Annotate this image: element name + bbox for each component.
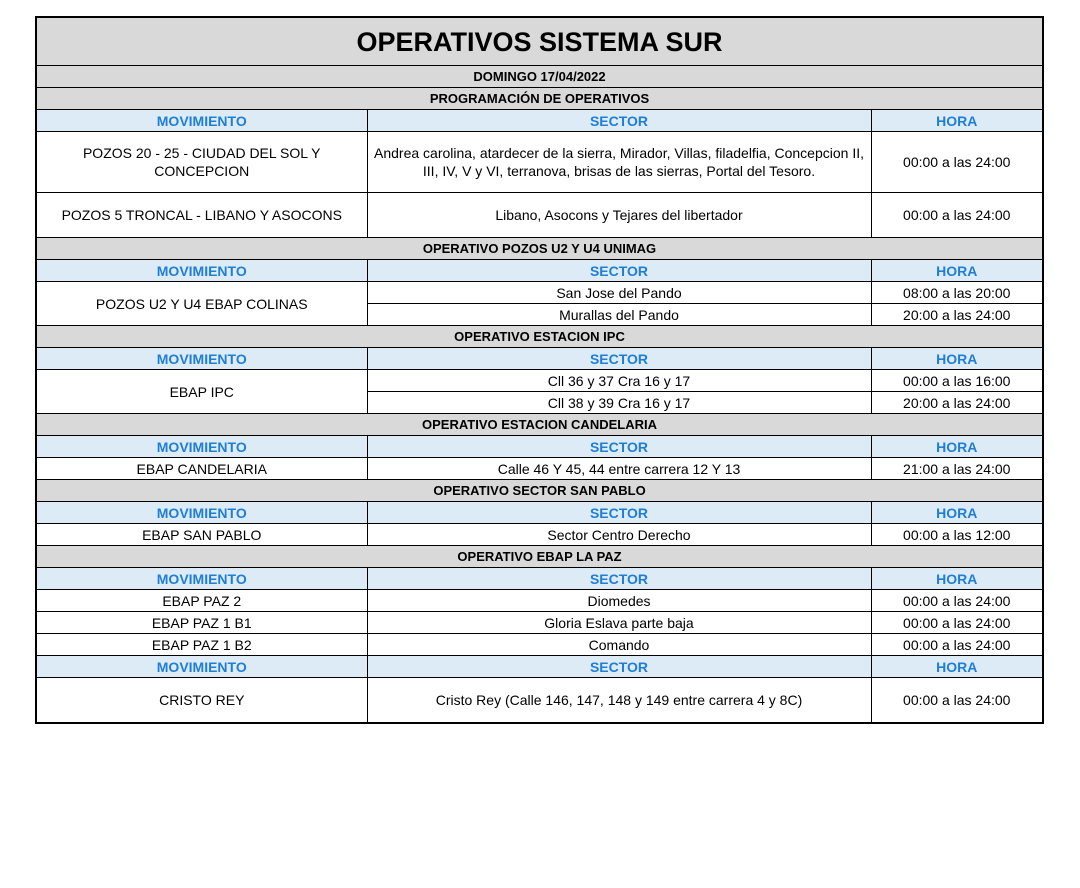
movimiento-cell: POZOS 5 TRONCAL - LIBANO Y ASOCONS (36, 193, 367, 238)
section-title: OPERATIVO ESTACION IPC (36, 326, 1043, 348)
header-movimiento: MOVIMIENTO (36, 436, 367, 458)
table-row (36, 678, 1043, 724)
movimiento-cell: CRISTO REY (36, 678, 367, 724)
header-movimiento: MOVIMIENTO (36, 110, 367, 132)
hora-cell: 00:00 a las 16:00 (871, 370, 1043, 392)
sector-cell: Cristo Rey (Calle 146, 147, 148 y 149 entre carrera 4 y 8C) (367, 678, 871, 724)
header-hora: HORA (871, 436, 1043, 458)
table-row (36, 524, 1043, 546)
hora-cell: 00:00 a las 24:00 (871, 612, 1043, 634)
header-hora: HORA (871, 656, 1043, 678)
sheet-title: OPERATIVOS SISTEMA SUR (36, 17, 1043, 66)
header-sector: SECTOR (367, 110, 871, 132)
sector-cell: Cll 38 y 39 Cra 16 y 17 (367, 392, 871, 414)
table-row (36, 634, 1043, 656)
header-hora: HORA (871, 502, 1043, 524)
header-sector: SECTOR (367, 502, 871, 524)
header-sector: SECTOR (367, 348, 871, 370)
movimiento-cell: EBAP PAZ 2 (36, 590, 367, 612)
header-movimiento: MOVIMIENTO (36, 260, 367, 282)
header-movimiento: MOVIMIENTO (36, 568, 367, 590)
table-row (36, 282, 1043, 304)
section-title: OPERATIVO ESTACION CANDELARIA (36, 414, 1043, 436)
header-sector: SECTOR (367, 260, 871, 282)
section-title: OPERATIVO EBAP LA PAZ (36, 546, 1043, 568)
header-sector: SECTOR (367, 436, 871, 458)
table-row (36, 590, 1043, 612)
movimiento-cell: EBAP PAZ 1 B1 (36, 612, 367, 634)
movimiento-cell: EBAP CANDELARIA (36, 458, 367, 480)
hora-cell: 00:00 a las 24:00 (871, 193, 1043, 238)
movimiento-cell: EBAP IPC (36, 370, 367, 414)
hora-cell: 00:00 a las 24:00 (871, 590, 1043, 612)
header-sector: SECTOR (367, 656, 871, 678)
header-sector: SECTOR (367, 568, 871, 590)
operativos-sheet (35, 16, 1042, 724)
sector-cell: Andrea carolina, atardecer de la sierra, Mirador, Villas, filadelfia, Concepcion II, III, IV, V y VI, terranova, brisas de las sierras, Portal del Tesoro. (367, 132, 871, 193)
header-hora: HORA (871, 110, 1043, 132)
sector-cell: San Jose del Pando (367, 282, 871, 304)
movimiento-cell: EBAP PAZ 1 B2 (36, 634, 367, 656)
section-title: OPERATIVO SECTOR SAN PABLO (36, 480, 1043, 502)
sector-cell: Murallas del Pando (367, 304, 871, 326)
table-row (36, 193, 1043, 238)
sector-cell: Sector Centro Derecho (367, 524, 871, 546)
header-movimiento: MOVIMIENTO (36, 348, 367, 370)
movimiento-cell: POZOS U2 Y U4 EBAP COLINAS (36, 282, 367, 326)
table-row (36, 458, 1043, 480)
date-label: DOMINGO 17/04/2022 (36, 66, 1043, 88)
hora-cell: 00:00 a las 24:00 (871, 634, 1043, 656)
section-title: OPERATIVO POZOS U2 Y U4 UNIMAG (36, 238, 1043, 260)
hora-cell: 00:00 a las 24:00 (871, 132, 1043, 193)
hora-cell: 20:00 a las 24:00 (871, 392, 1043, 414)
hora-cell: 21:00 a las 24:00 (871, 458, 1043, 480)
table-row (36, 370, 1043, 392)
hora-cell: 20:00 a las 24:00 (871, 304, 1043, 326)
movimiento-cell: EBAP SAN PABLO (36, 524, 367, 546)
header-hora: HORA (871, 348, 1043, 370)
hora-cell: 00:00 a las 24:00 (871, 678, 1043, 724)
sector-cell: Libano, Asocons y Tejares del libertador (367, 193, 871, 238)
header-hora: HORA (871, 260, 1043, 282)
sector-cell: Gloria Eslava parte baja (367, 612, 871, 634)
movimiento-cell: POZOS 20 - 25 - CIUDAD DEL SOL Y CONCEPCION (36, 132, 367, 193)
sector-cell: Calle 46 Y 45, 44 entre carrera 12 Y 13 (367, 458, 871, 480)
section-title: PROGRAMACIÓN DE OPERATIVOS (36, 88, 1043, 110)
sector-cell: Cll 36 y 37 Cra 16 y 17 (367, 370, 871, 392)
sector-cell: Comando (367, 634, 871, 656)
hora-cell: 08:00 a las 20:00 (871, 282, 1043, 304)
table-row (36, 132, 1043, 193)
header-movimiento: MOVIMIENTO (36, 656, 367, 678)
operativos-table (35, 16, 1044, 724)
hora-cell: 00:00 a las 12:00 (871, 524, 1043, 546)
header-hora: HORA (871, 568, 1043, 590)
header-movimiento: MOVIMIENTO (36, 502, 367, 524)
table-row (36, 612, 1043, 634)
sector-cell: Diomedes (367, 590, 871, 612)
